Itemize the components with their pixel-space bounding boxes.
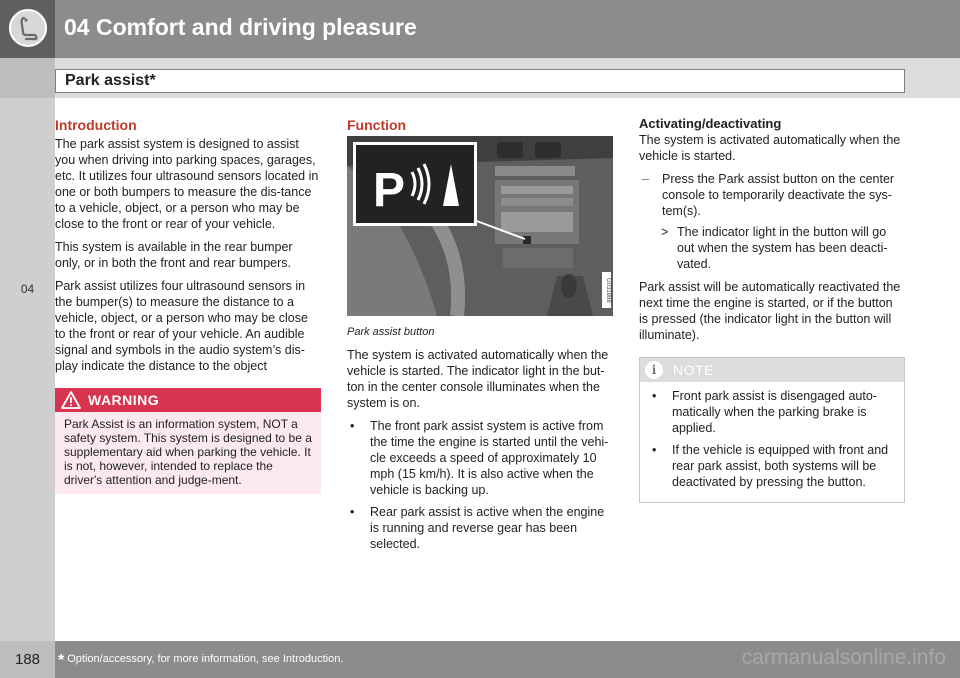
function-paragraph: The system is activated automatically when the vehicle is started. The indicator light in the but-ton in the center console illuminates when the system is on. <box>347 348 609 410</box>
list-item-text: If the vehicle is equipped with front and rear park assist, both systems will be deactivated by pressing the button. <box>672 443 889 489</box>
note-body <box>640 382 904 502</box>
chapter-title: 04 Comfort and driving pleasure <box>64 14 417 40</box>
chapter-tab <box>0 0 55 58</box>
note-bullet-list <box>649 388 895 490</box>
activating-intro: The system is activated automatically when the vehicle is started. <box>639 133 901 163</box>
list-item-text: The front park assist system is active from the time the engine is started until the vehi-cle exceeds a speed of approximately 10 mph (15 km/h). It is also active when the vehicle is backing up. <box>370 419 609 497</box>
result-marker: > <box>661 225 669 239</box>
list-item <box>649 388 895 436</box>
warning-triangle-icon <box>61 391 81 409</box>
svg-text:P: P <box>373 164 406 217</box>
function-bullet-list <box>347 418 613 552</box>
step-text: Press the Park assist button on the center console to temporarily deactivate the sys-tem(s). <box>662 172 895 218</box>
seat-icon <box>9 9 47 47</box>
footnote-text: Option/accessory, for more information, see Introduction. <box>67 653 344 665</box>
footnote <box>58 652 343 670</box>
photo-caption: Park assist button <box>347 326 435 338</box>
warning-text: Park Assist is an information system, NOT a safety system. This system is designed to be a supplementary aid when parking the vehicle. It is not, however, intended to replace the driver's attention and judge-ment. <box>64 417 312 487</box>
intro-paragraph: The park assist system is designed to assist you when driving into parking spaces, garages, etc. It utilizes four ultrasound sensors located in one or both bumpers to measure the dis-tance to a vehicle, object, or a person who may be close to the front or rear of your vehicle. <box>55 137 319 231</box>
column-function <box>347 116 613 558</box>
instruction-step <box>639 171 905 219</box>
list-item <box>649 442 895 490</box>
side-chapter-number: 04 <box>20 282 35 296</box>
note-header <box>640 358 904 382</box>
function-heading: Function <box>347 117 407 133</box>
info-icon: i <box>645 361 663 379</box>
footnote-star: * <box>58 652 65 669</box>
page-number: 188 <box>14 651 41 668</box>
intro-paragraph: Park assist utilizes four ultrasound sensors in the bumper(s) to measure the distance to a vehicle, object, or a person who may be close to the front or rear of your vehicle. An audible signal and symbols in the audio system’s dis-play indicate the distance to the object <box>55 279 308 373</box>
list-item <box>347 418 613 498</box>
section-header-tab <box>0 58 55 98</box>
chapter-side-strip <box>0 98 55 641</box>
bullet-symbol: • <box>350 505 355 519</box>
warning-box <box>55 388 321 494</box>
list-item-text: Rear park assist is active when the engine is running and reverse gear has been selected. <box>370 505 605 551</box>
bullet-symbol: • <box>652 443 657 457</box>
warning-header <box>55 388 321 412</box>
warning-label: WARNING <box>88 392 160 408</box>
section-title: Park assist* <box>65 72 156 89</box>
note-label: NOTE <box>673 362 714 378</box>
result-text: The indicator light in the button will go out when the system has been deacti-vated. <box>677 225 888 271</box>
bullet-symbol: • <box>350 419 355 433</box>
park-assist-button-photo <box>347 136 613 316</box>
section-title-box <box>55 69 905 93</box>
intro-paragraph: This system is available in the rear bumper only, or in both the front and rear bumpers. <box>55 240 293 270</box>
list-item-text: Front park assist is disengaged auto-matically when the parking brake is applied. <box>672 389 877 435</box>
bullet-symbol: • <box>652 389 657 403</box>
watermark: carmanualsonline.info <box>741 646 946 669</box>
introduction-heading: Introduction <box>55 117 137 133</box>
column-activating <box>639 116 905 503</box>
column-introduction <box>55 116 321 494</box>
photo-id: G031888 <box>602 272 611 308</box>
step-result <box>639 224 905 272</box>
step-marker: – <box>642 172 649 186</box>
list-item <box>347 504 613 552</box>
reactivation-paragraph: Park assist will be automatically reactivated the next time the engine is started, or if the button is pressed (the indicator light in the button will illuminate). <box>639 280 901 342</box>
note-box <box>639 357 905 503</box>
activating-heading: Activating/deactivating <box>639 116 782 131</box>
